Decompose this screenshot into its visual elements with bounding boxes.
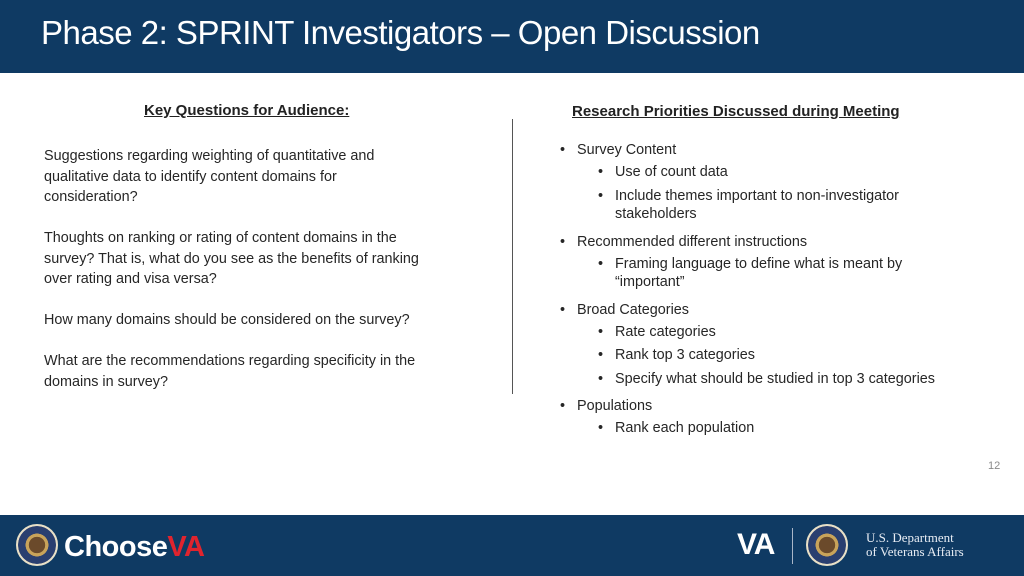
priority-instructions — [560, 232, 960, 292]
va-seal-icon — [806, 524, 848, 566]
question-4-line-1: What are the recommendations regarding specificity in the — [44, 353, 416, 369]
sub-item-text: Rank each population — [615, 420, 755, 436]
choose-va-mark: VA — [167, 531, 205, 563]
sub-item-text: Include themes important to non-investigator stakeholders — [615, 187, 899, 222]
sub-item — [577, 323, 960, 342]
question-2 — [44, 228, 464, 290]
slide-title: Phase 2: SPRINT Investigators – Open Discussion — [41, 14, 760, 51]
va-seal-icon — [16, 524, 58, 566]
sub-item-text: Use of count data — [615, 164, 728, 180]
sub-item — [577, 187, 960, 224]
sub-item — [577, 419, 960, 438]
title-bar — [0, 0, 1024, 73]
bullet-icon: • — [598, 164, 604, 180]
priorities-list — [560, 140, 960, 446]
choose-va-logo — [64, 531, 204, 564]
bullet-icon: • — [598, 370, 604, 387]
page-number: 12 — [988, 460, 1001, 472]
research-priorities-heading: Research Priorities Discussed during Meeting — [572, 103, 900, 120]
priority-label: Populations — [577, 398, 653, 414]
question-4 — [44, 351, 464, 392]
question-4-line-2: domains in survey? — [44, 373, 168, 390]
department-line-2: of Veterans Affairs — [866, 544, 964, 559]
priority-broad-categories — [560, 300, 960, 389]
sub-item-text: Rate categories — [615, 323, 716, 340]
sub-item — [577, 255, 960, 292]
choose-text: Choose — [64, 531, 168, 563]
question-1-line-1: Suggestions regarding weighting of quantitative and — [44, 148, 375, 164]
priority-survey-content — [560, 140, 960, 224]
va-logo: VA — [737, 528, 775, 561]
key-questions-heading: Key Questions for Audience: — [144, 102, 350, 119]
question-1 — [44, 146, 464, 208]
sub-item-text: Framing language to define what is meant by “important” — [615, 255, 903, 290]
column-divider — [512, 119, 513, 394]
priority-label: Survey Content — [577, 142, 677, 158]
footer-separator — [792, 528, 793, 564]
sub-item — [577, 370, 960, 389]
sub-item-text: Specify what should be studied in top 3 categories — [615, 370, 935, 387]
question-2-line-2: survey? That is, what do you see as the benefits of ranking — [44, 250, 419, 267]
question-2-line-1: Thoughts on ranking or rating of content domains in the — [44, 230, 397, 246]
bullet-icon: • — [598, 323, 604, 340]
bullet-icon: • — [560, 142, 566, 158]
sub-item — [577, 163, 960, 182]
bullet-icon: • — [598, 255, 604, 272]
bullet-icon: • — [598, 187, 604, 204]
bullet-icon: • — [560, 233, 566, 250]
question-1-line-3: consideration? — [44, 189, 138, 205]
sub-item — [577, 346, 960, 365]
question-2-line-3: over rating and visa versa? — [44, 271, 217, 287]
department-line-1: U.S. Department — [866, 530, 954, 545]
sub-item-text: Rank top 3 categories — [615, 347, 755, 363]
bullet-icon: • — [560, 398, 566, 414]
bullet-icon: • — [560, 301, 566, 318]
bullet-icon: • — [598, 347, 604, 363]
department-name — [866, 531, 964, 559]
priority-populations — [560, 396, 960, 438]
question-3 — [44, 310, 464, 331]
question-1-line-2: qualitative data to identify content domains for — [44, 168, 337, 185]
question-3-line-1: How many domains should be considered on the survey? — [44, 312, 410, 328]
priority-label: Recommended different instructions — [577, 233, 808, 250]
bullet-icon: • — [598, 420, 604, 436]
priority-label: Broad Categories — [577, 301, 689, 318]
